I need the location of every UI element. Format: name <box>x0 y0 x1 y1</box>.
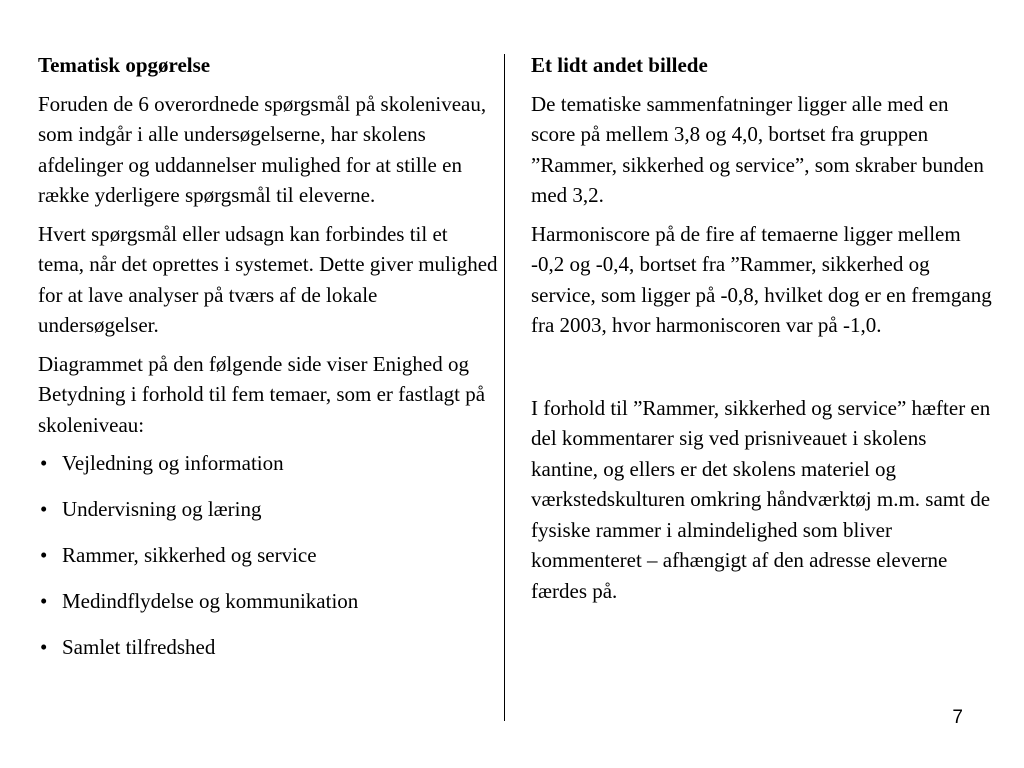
theme-list-item <box>38 586 498 617</box>
left-paragraph-1: Foruden de 6 overordnede spørgsmål på skoleniveau, som indgår i alle undersøgelserne, har skolens afdelinger og uddannelser mulighed for at stille en række yderligere spørgsmål til eleverne. <box>38 91 487 207</box>
theme-list-item <box>38 494 498 525</box>
bullet-icon: • <box>40 451 48 475</box>
theme-label: Samlet tilfredshed <box>62 635 216 659</box>
bullet-icon: • <box>40 635 48 659</box>
left-column <box>38 50 498 678</box>
bullet-icon: • <box>40 589 48 613</box>
theme-list <box>38 448 498 663</box>
right-heading: Et lidt andet billede <box>531 53 708 77</box>
page-number: 7 <box>952 707 963 728</box>
bullet-icon: • <box>40 543 48 567</box>
left-heading: Tematisk opgørelse <box>38 53 211 77</box>
theme-list-item <box>38 540 498 571</box>
theme-label: Medindflydelse og kommunikation <box>62 589 359 613</box>
column-divider <box>504 54 505 721</box>
right-column <box>531 50 993 614</box>
theme-list-item <box>38 448 498 479</box>
right-paragraph-1: De tematiske sammenfatninger ligger alle med en score på mellem 3,8 og 4,0, bortset fra gruppen ”Rammer, sikkerhed og service”, som skraber bunden med 3,2. <box>531 91 984 207</box>
right-paragraph-2: Harmoniscore på de fire af temaerne ligger mellem -0,2 og -0,4, bortset fra ”Rammer, sikkerhed og service, som ligger på -0,8, hvilket dog er en fremgang fra 2003, hvor harmoniscoren var på -1,0. <box>531 221 992 337</box>
theme-list-item <box>38 632 498 663</box>
theme-label: Vejledning og information <box>62 451 284 475</box>
left-paragraph-3: Diagrammet på den følgende side viser Enighed og Betydning i forhold til fem temaer, som er fastlagt på skoleniveau: <box>38 351 486 437</box>
theme-label: Undervisning og læring <box>62 497 262 521</box>
left-paragraph-2: Hvert spørgsmål eller udsagn kan forbindes til et tema, når det oprettes i systemet. Dette giver mulighed for at lave analyser på tværs af de lokale undersøgelser. <box>38 221 498 337</box>
theme-label: Rammer, sikkerhed og service <box>62 543 317 567</box>
right-paragraph-3: I forhold til ”Rammer, sikkerhed og service” hæfter en del kommentarer sig ved prisniveauet i skolens kantine, og ellers er det skolens materiel og værkstedskulturen omkring håndværktøj m.m. samt de fysiske rammer i almindelighed som bliver kommenteret – afhængigt af den adresse eleverne færdes på. <box>531 395 991 603</box>
bullet-icon: • <box>40 497 48 521</box>
